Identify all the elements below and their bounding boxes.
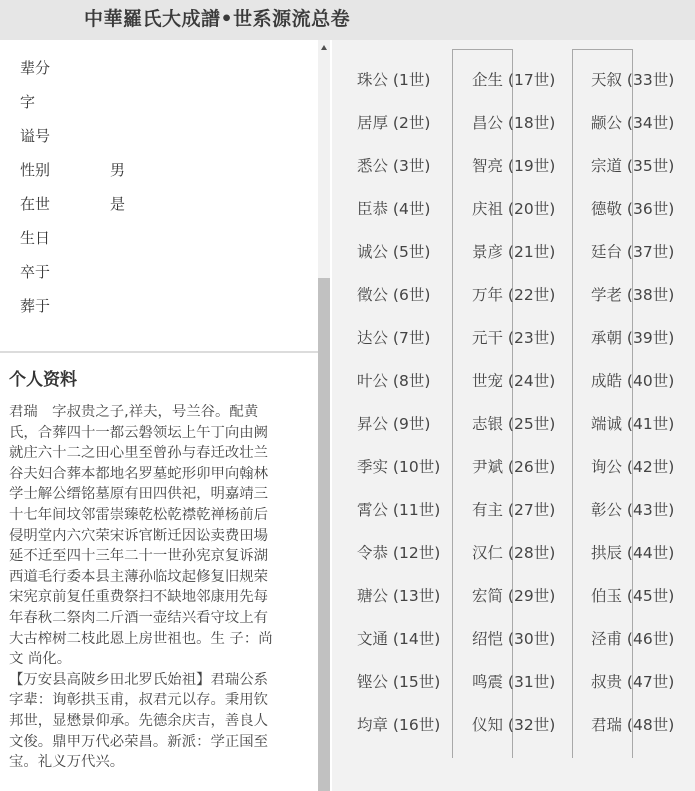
generation-item[interactable]: 悉公 (3世) bbox=[357, 157, 431, 175]
generation-item[interactable]: 季实 (10世) bbox=[357, 458, 441, 476]
profile-field-row bbox=[20, 261, 50, 282]
generation-item[interactable]: 企生 (17世) bbox=[472, 71, 556, 89]
generation-item[interactable]: 彰公 (43世) bbox=[591, 501, 675, 519]
generation-item[interactable]: 承朝 (39世) bbox=[591, 329, 675, 347]
generation-item[interactable]: 文通 (14世) bbox=[357, 630, 441, 648]
profile-field-label: 葬于 bbox=[20, 297, 51, 315]
generation-item[interactable]: 志银 (25世) bbox=[472, 415, 556, 433]
scroll-up-arrow-icon[interactable] bbox=[318, 43, 330, 53]
generation-item[interactable]: 鸣震 (31世) bbox=[472, 673, 556, 691]
profile-field-label: 生日 bbox=[20, 229, 51, 247]
profile-field-value: 男 bbox=[110, 161, 126, 179]
generation-item[interactable]: 智亮 (19世) bbox=[472, 157, 556, 175]
generation-item[interactable]: 端诚 (41世) bbox=[591, 415, 675, 433]
generation-item[interactable]: 成皓 (40世) bbox=[591, 372, 675, 390]
profile-field-label: 在世 bbox=[20, 195, 51, 213]
generation-item[interactable]: 德敬 (36世) bbox=[591, 200, 675, 218]
header-bar bbox=[0, 0, 695, 40]
generation-tree-panel bbox=[332, 40, 695, 791]
generation-item[interactable]: 诚公 (5世) bbox=[357, 243, 431, 261]
profile-field-label: 辈分 bbox=[20, 59, 51, 77]
profile-field-row bbox=[20, 91, 35, 112]
generation-item[interactable]: 铿公 (15世) bbox=[357, 673, 441, 691]
page-title: 中華羅氏大成譜•世系源流总卷 bbox=[84, 8, 351, 30]
generation-column-3 bbox=[591, 59, 674, 747]
profile-field-row bbox=[20, 159, 126, 180]
scrollbar-thumb[interactable] bbox=[318, 278, 330, 791]
generation-item[interactable]: 万年 (22世) bbox=[472, 286, 556, 304]
generation-item[interactable]: 泾甫 (46世) bbox=[591, 630, 675, 648]
generation-item[interactable]: 尹斌 (26世) bbox=[472, 458, 556, 476]
generation-item[interactable]: 拱辰 (44世) bbox=[591, 544, 675, 562]
profile-field-row bbox=[20, 193, 126, 214]
generation-item[interactable]: 徵公 (6世) bbox=[357, 286, 431, 304]
generation-item[interactable]: 瑭公 (13世) bbox=[357, 587, 441, 605]
generation-item[interactable]: 君瑞 (48世) bbox=[591, 716, 675, 734]
generation-item[interactable]: 世宠 (24世) bbox=[472, 372, 556, 390]
generation-column-2 bbox=[472, 59, 555, 747]
profile-field-label: 卒于 bbox=[20, 263, 51, 281]
generation-item[interactable]: 廷台 (37世) bbox=[591, 243, 675, 261]
generation-item[interactable]: 叶公 (8世) bbox=[357, 372, 431, 390]
profile-field-label: 性别 bbox=[20, 161, 51, 179]
generation-column-1 bbox=[357, 59, 440, 747]
generation-item[interactable]: 庆祖 (20世) bbox=[472, 200, 556, 218]
generation-item[interactable]: 汉仁 (28世) bbox=[472, 544, 556, 562]
profile-field-label: 谥号 bbox=[20, 127, 51, 145]
profile-panel bbox=[0, 40, 318, 791]
profile-field-row bbox=[20, 295, 50, 316]
profile-field-row bbox=[20, 125, 50, 146]
profile-field-row bbox=[20, 227, 50, 248]
generation-item[interactable]: 绍恺 (30世) bbox=[472, 630, 556, 648]
generation-item[interactable]: 景彦 (21世) bbox=[472, 243, 556, 261]
generation-item[interactable]: 仪知 (32世) bbox=[472, 716, 556, 734]
generation-item[interactable]: 臣恭 (4世) bbox=[357, 200, 431, 218]
generation-item[interactable]: 昌公 (18世) bbox=[472, 114, 556, 132]
profile-field-row bbox=[20, 57, 50, 78]
generation-item[interactable]: 居厚 (2世) bbox=[357, 114, 431, 132]
profile-field-label: 字 bbox=[20, 93, 36, 111]
scrollbar[interactable] bbox=[318, 40, 330, 791]
generation-item[interactable]: 伯玉 (45世) bbox=[591, 587, 675, 605]
generation-item[interactable]: 颛公 (34世) bbox=[591, 114, 675, 132]
generation-item[interactable]: 叔贵 (47世) bbox=[591, 673, 675, 691]
generation-item[interactable]: 元干 (23世) bbox=[472, 329, 556, 347]
generation-item[interactable]: 均章 (16世) bbox=[357, 716, 441, 734]
generation-item[interactable]: 有主 (27世) bbox=[472, 501, 556, 519]
generation-item[interactable]: 昇公 (9世) bbox=[357, 415, 431, 433]
generation-item[interactable]: 宏简 (29世) bbox=[472, 587, 556, 605]
generation-item[interactable]: 学老 (38世) bbox=[591, 286, 675, 304]
generation-item[interactable]: 达公 (7世) bbox=[357, 329, 431, 347]
bio-title: 个人资料 bbox=[9, 370, 77, 390]
generation-item[interactable]: 令恭 (12世) bbox=[357, 544, 441, 562]
generation-item[interactable]: 霄公 (11世) bbox=[357, 501, 441, 519]
generation-item[interactable]: 天叙 (33世) bbox=[591, 71, 675, 89]
generation-item[interactable]: 珠公 (1世) bbox=[357, 71, 431, 89]
generation-item[interactable]: 宗道 (35世) bbox=[591, 157, 675, 175]
bio-text: 君瑞 字叔贵之子,祥夫，号兰谷。配黄 氏，合葬四十一都云磐领坛上午丁向由阙 就庄六十二之田心里至曾孙与春迁改壮兰 谷夫妇合葬本都地名罗墓蛇形卯甲向翰林 学士解公缙铭墓原有田四供祀，明嘉靖三 十七年间坟邻雷崇臻乾松乾襟乾禅杨前后 侵明堂内六穴荣宋诉官断迁因讼卖费田場 延不迁至四十三年二十一世孙宪京复诉湖 西道毛行委本县主薄孙临坟起修复旧规荣 宋宪京前复任重费祭扫不缺地邻康用先每 年春秋二祭肉二斤酒一壶结兴看守坟上有 大古榨树二枝此恩上房世祖也。生 子：尚 文 尚化。 【万安县高陂乡田北罗氏始祖】君瑞公系 字辈：询彰拱玉甫，叔君元以存。秉用钦 邦世，显懋景仰承。先德余庆吉，善良人 文俊。鼎甲万代必荣昌。新派：学正国至 宝。礼义万代兴。 bbox=[9, 404, 273, 771]
generation-item[interactable]: 询公 (42世) bbox=[591, 458, 675, 476]
section-divider bbox=[0, 351, 318, 353]
profile-field-value: 是 bbox=[110, 195, 126, 213]
